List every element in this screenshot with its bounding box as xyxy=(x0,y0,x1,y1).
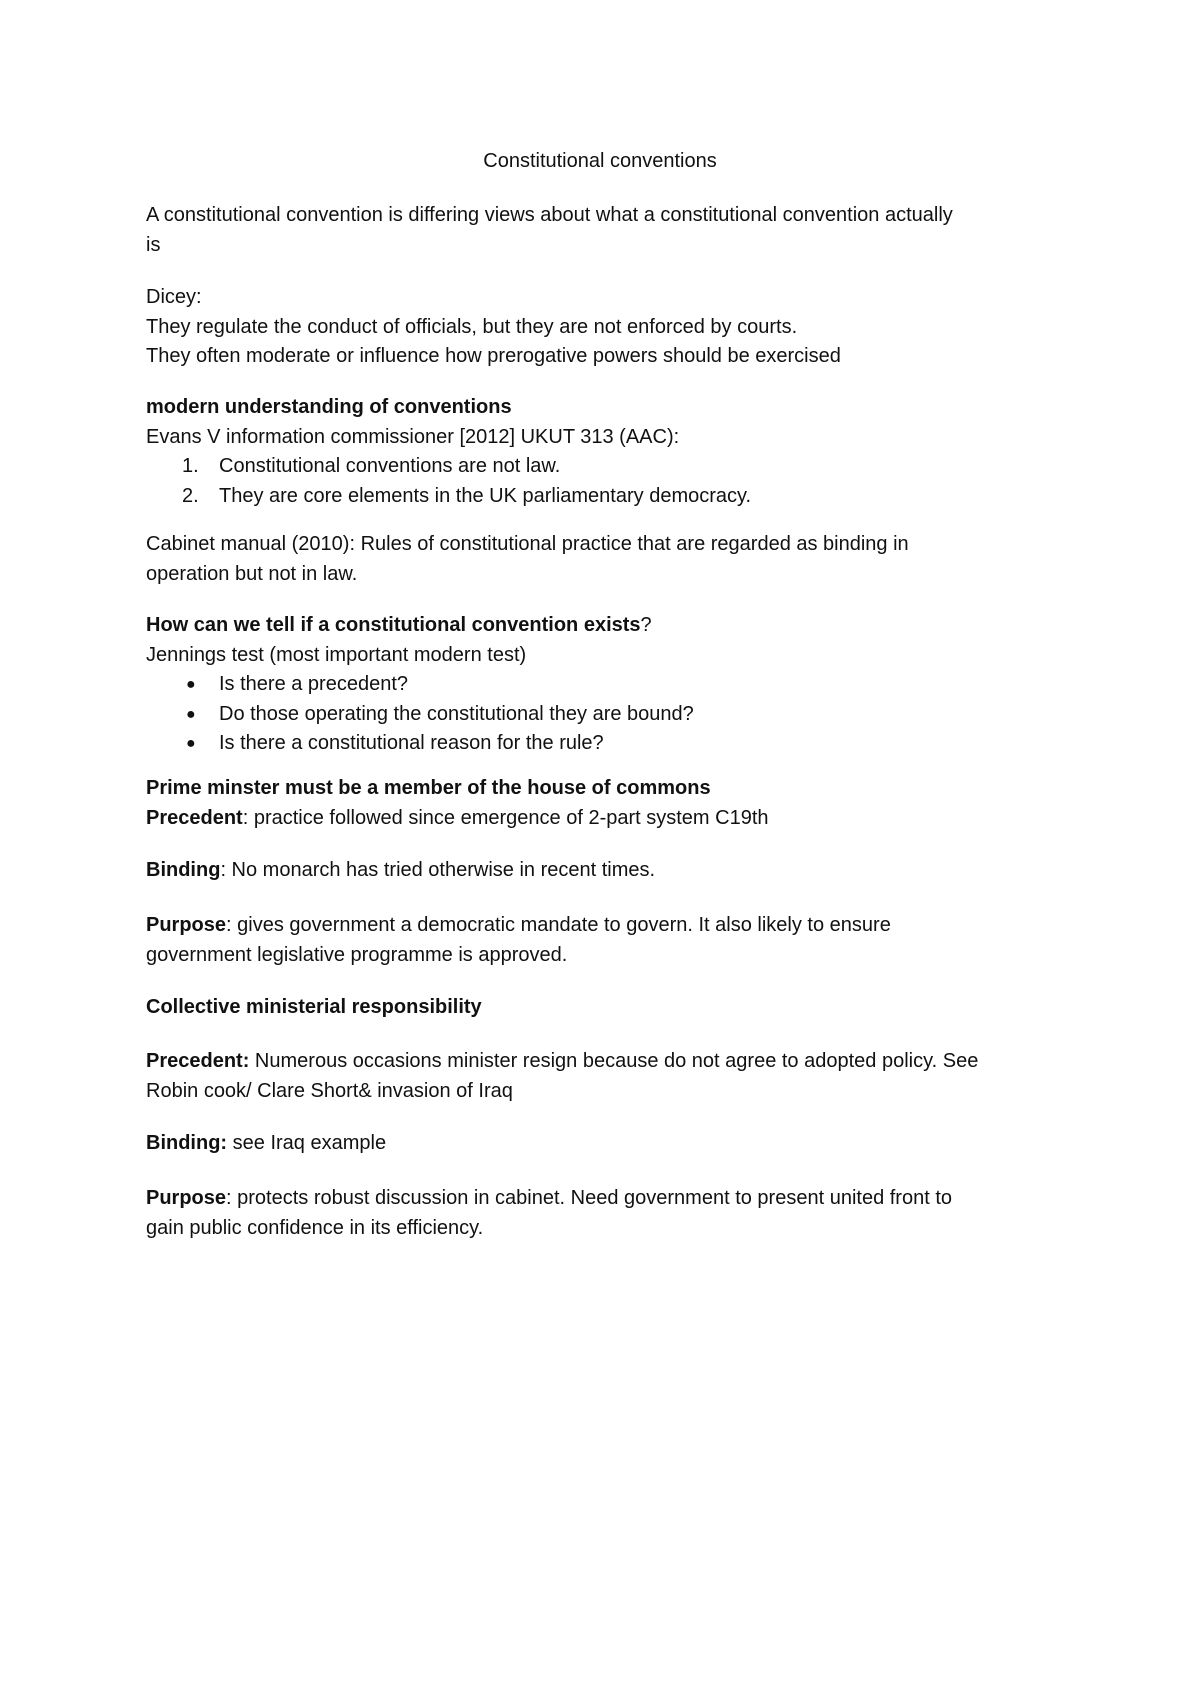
cmr-precedent xyxy=(146,1047,1086,1077)
numbered-list-item xyxy=(146,452,1086,482)
exists-heading-question-mark: ? xyxy=(640,614,652,636)
binding-text: see Iraq example xyxy=(227,1132,387,1154)
modern-understanding-section xyxy=(146,393,1086,511)
cmr-purpose xyxy=(146,1184,1086,1214)
list-item-text: Is there a constitutional reason for the rule? xyxy=(219,732,604,754)
precedent-label: Precedent: xyxy=(146,1050,250,1072)
document-title: Constitutional conventions xyxy=(483,150,717,172)
dicey-line-1: They regulate the conduct of officials, but they are not enforced by courts. xyxy=(146,315,798,338)
cabinet-line-2: operation but not in law. xyxy=(146,562,358,585)
purpose-label: Purpose xyxy=(146,1187,227,1209)
binding-label: Binding: xyxy=(146,1132,228,1154)
bullet-list-item xyxy=(146,670,1086,700)
cabinet-line-1: Cabinet manual (2010): Rules of constitutional practice that are regarded as binding in xyxy=(146,533,909,555)
pm-purpose-line-2: government legislative programme is approved. xyxy=(146,943,568,966)
purpose-text: : gives government a democratic mandate to govern. It also likely to ensure xyxy=(226,914,891,936)
cmr-precedent-line-2: Robin cook/ Clare Short& invasion of Iraq xyxy=(146,1079,513,1102)
bullet-list-item xyxy=(146,729,1086,759)
pm-precedent xyxy=(146,804,1086,834)
list-item-text: Do those operating the constitutional they are bound? xyxy=(219,702,694,725)
prime-minister-section xyxy=(146,774,1086,833)
pm-purpose xyxy=(146,911,1086,941)
cmr-heading: Collective ministerial responsibility xyxy=(146,996,482,1018)
list-number: 2. xyxy=(182,484,199,507)
precedent-label: Precedent xyxy=(146,806,243,829)
bullet-icon: ● xyxy=(186,676,196,693)
cmr-precedent-paragraph xyxy=(146,1047,1086,1106)
cmr-purpose-paragraph xyxy=(146,1184,1086,1243)
intro-paragraph xyxy=(146,201,1086,260)
dicey-heading: Dicey: xyxy=(146,286,202,308)
bullet-icon: ● xyxy=(186,705,196,723)
pm-purpose-paragraph xyxy=(146,911,1086,970)
intro-line-2: is xyxy=(146,233,161,256)
list-item-text: Is there a precedent? xyxy=(219,673,409,695)
modern-heading: modern understanding of conventions xyxy=(146,396,512,418)
cmr-binding-paragraph xyxy=(146,1129,1086,1159)
binding-text: : No monarch has tried otherwise in recent times. xyxy=(220,859,656,881)
evans-case-citation: Evans V information commissioner [2012] UKUT 313 (AAC): xyxy=(146,425,680,448)
list-number: 1. xyxy=(182,455,199,477)
exists-heading: How can we tell if a constitutional convention exists xyxy=(146,614,641,636)
bullet-list-item xyxy=(146,700,1086,730)
purpose-label: Purpose xyxy=(146,914,227,936)
pm-binding-paragraph xyxy=(146,856,1086,886)
exists-heading-line xyxy=(146,611,1086,641)
purpose-text: : protects robust discussion in cabinet. Need government to present united front to xyxy=(226,1187,952,1209)
cmr-binding xyxy=(146,1129,1086,1159)
binding-label: Binding xyxy=(146,859,221,881)
jennings-test-label: Jennings test (most important modern test) xyxy=(146,643,527,666)
dicey-line-2: They often moderate or influence how prerogative powers should be exercised xyxy=(146,345,841,367)
numbered-list-item xyxy=(146,482,1086,512)
cabinet-manual-paragraph xyxy=(146,530,1086,589)
list-item-text: They are core elements in the UK parliamentary democracy. xyxy=(219,484,752,507)
cmr-purpose-line-2: gain public confidence in its efficiency. xyxy=(146,1216,484,1239)
convention-exists-section xyxy=(146,611,1086,759)
list-item-text: Constitutional conventions are not law. xyxy=(219,455,561,477)
cmr-heading-block xyxy=(146,993,1086,1023)
intro-line-1: A constitutional convention is differing views about what a constitutional convention actually xyxy=(146,204,953,226)
dicey-section xyxy=(146,283,1086,372)
pm-binding xyxy=(146,856,1086,886)
pm-heading: Prime minster must be a member of the house of commons xyxy=(146,777,711,799)
precedent-text: Numerous occasions minister resign because do not agree to adopted policy. See xyxy=(249,1050,979,1072)
precedent-text: : practice followed since emergence of 2-part system C19th xyxy=(242,806,769,829)
bullet-icon: ● xyxy=(186,735,196,752)
